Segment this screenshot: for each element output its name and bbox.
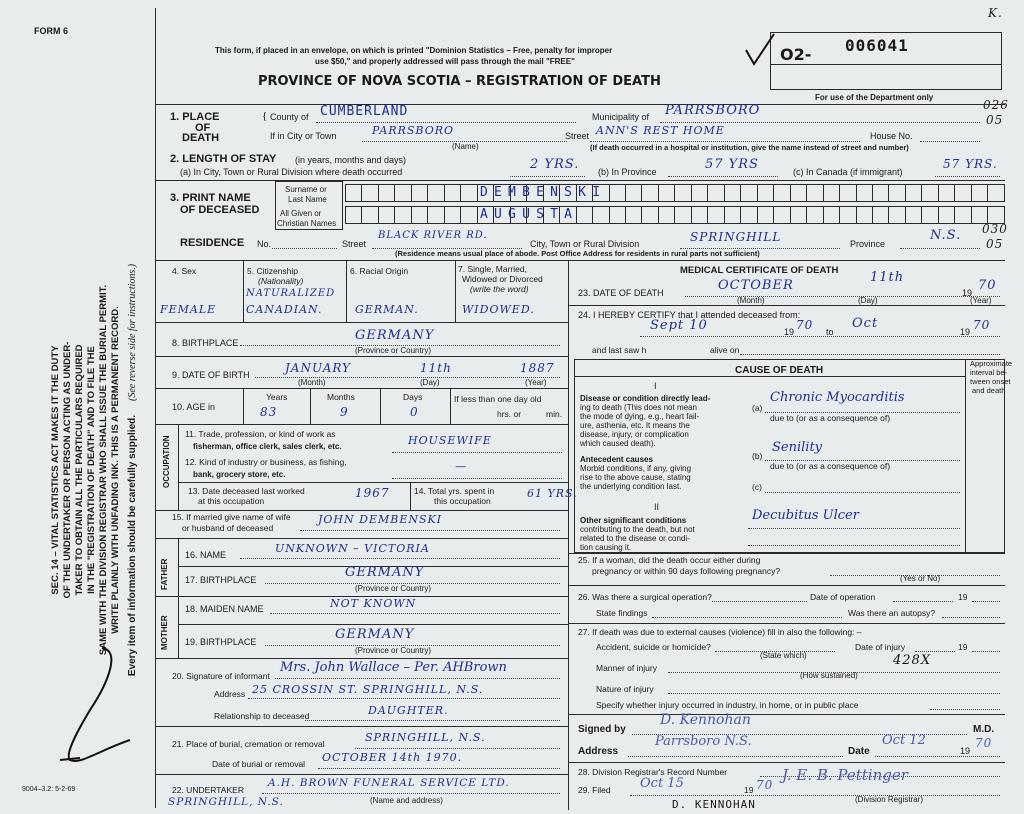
race-label: 6. Racial Origin (350, 266, 409, 276)
maiden-name-value: NOT KNOWN (330, 597, 417, 610)
hospital-note: (If death occurred in a hospital or institution, give the name instead of street and number) (590, 143, 909, 152)
sidebar-careful: Every item of information should be carefully supplied. (127, 414, 138, 677)
father-birthplace-label: 17. BIRTHPLACE (185, 575, 257, 585)
medical-title: MEDICAL CERTIFICATE OF DEATH (680, 265, 839, 276)
attend-label: 24. I HEREBY CERTIFY that I attended deceased from: (578, 310, 801, 320)
days-label: Days (403, 392, 423, 402)
marital-label-2: Widowed or Divorced (462, 274, 543, 284)
record-number-label: 28. Division Registrar's Record Number (578, 767, 728, 777)
father-name-value: UNKNOWN – VICTORIA (275, 542, 430, 555)
dept-use-label: For use of the Department only (815, 93, 934, 102)
house-label: House No. (870, 131, 913, 141)
attend-from: Sept 10 (650, 318, 708, 333)
informant-address-label: Address (214, 689, 246, 699)
doctor-name-stamp: D. KENNOHAN (672, 798, 756, 811)
sidebar-line: IN THE "REGISTRATION OF DEATH" AND TO FILE THE (86, 346, 97, 594)
interval-label-2: interval be- (970, 368, 1008, 377)
father-birthplace-value: GERMANY (345, 565, 425, 580)
disease-label-6: which caused death). (580, 439, 656, 448)
marital-value: WIDOWED. (462, 303, 535, 316)
year-19: 19 (784, 327, 795, 337)
stay-a-label: (a) In City, Town or Rural Division where death occurred (180, 167, 403, 177)
surname-grid (345, 184, 1005, 202)
stay-b-label: (b) In Province (598, 167, 657, 177)
trade-label-2: fisherman, office clerk, sales clerk, etc. (193, 442, 342, 451)
given-label-2: Christian Names (277, 219, 337, 228)
burial-place-value: SPRINGHILL, N.S. (365, 731, 486, 744)
stay-c-label: (c) In Canada (if immigrant) (793, 167, 903, 177)
burial-date-value: OCTOBER 14th 1970. (322, 751, 463, 764)
place-label: 1. PLACE (170, 111, 220, 123)
stay-b-value: 57 YRS (705, 157, 759, 172)
min-label: min. (546, 409, 563, 419)
cause-b-value: Senility (772, 440, 823, 455)
city-label: If in City or Town (270, 131, 337, 141)
disease-label-2: ing to death (This does not mean (580, 403, 697, 412)
findings-label: State findings (596, 608, 648, 618)
burial-place-label: 21. Place of burial, cremation or removal (172, 739, 325, 749)
registrar-signature: J. E. B. Pettinger (782, 766, 908, 784)
month-hint: (Month) (298, 378, 326, 387)
cause-title: CAUSE OF DEATH (735, 365, 824, 376)
antecedent-label-3: rise to the above cause, stating (580, 473, 691, 482)
year-19: 19 (958, 592, 968, 602)
mailing-note-2: use $50," and properly addressed will pass through the mail "FREE" (315, 57, 575, 66)
c-mark: (c) (752, 482, 762, 492)
given-grid (345, 206, 1005, 224)
antecedent-label: Antecedent causes (580, 455, 653, 464)
residence-city-label: City, Town or Rural Division (530, 239, 640, 249)
name-address-hint: (Name and address) (370, 796, 443, 805)
b-mark: (b) (752, 451, 763, 461)
months-label: Months (327, 392, 355, 402)
antecedent-label-2: Morbid conditions, if any, giving (580, 464, 692, 473)
total-yrs-label: 14. Total yrs. spent in (414, 486, 495, 496)
reg-prefix: O2- (780, 45, 812, 64)
form-number: FORM 6 (34, 26, 69, 36)
attend-from-year: 70 (796, 318, 814, 332)
spouse-label-2: or husband of deceased (182, 523, 274, 533)
birthplace-label: 8. BIRTHPLACE (172, 338, 239, 348)
prov-country-hint: (Province or Country) (355, 584, 432, 593)
form-code: 9004–3.2: 5-2-69 (22, 786, 76, 793)
prov-country-hint: (Province or Country) (355, 346, 432, 355)
burial-date-label: Date of burial or removal (212, 759, 306, 769)
yes-no-hint: (Yes or No) (900, 574, 941, 583)
trade-value: HOUSEWIFE (408, 434, 492, 447)
street-value: ANN'S REST HOME (596, 124, 725, 137)
to-label: to (826, 327, 834, 337)
op-date-label: Date of operation (810, 592, 876, 602)
attend-to-year: 70 (973, 318, 991, 332)
race-value: GERMAN. (355, 303, 419, 316)
autopsy-label: Was there an autopsy? (848, 608, 936, 618)
undertaker-city: SPRINGHILL, N.S. (168, 796, 284, 808)
disease-label-4: ure, asthenia, etc. It means the (580, 421, 690, 430)
other-conditions-value: Decubitus Ulcer (752, 508, 859, 523)
filed-value: Oct 15 (640, 776, 684, 791)
part-one: I (654, 381, 657, 391)
maiden-name-label: 18. MAIDEN NAME (185, 604, 264, 614)
print-name-label-2: OF DECEASED (180, 204, 260, 216)
surname-value: DEMBENSKI (480, 185, 607, 200)
stay-sub: (in years, months and days) (295, 155, 407, 165)
mother-birthplace-label: 19. BIRTHPLACE (185, 637, 257, 647)
informant-signature: Mrs. John Wallace – Per. AHBrown (280, 660, 507, 675)
residence-note: (Residence means usual place of abode. Post Office Address for residents in rural parts not sufficient) (395, 249, 760, 258)
county-value: CUMBERLAND (320, 104, 409, 119)
total-yrs-label-2: this occupation (434, 496, 491, 506)
day-hint: (Day) (420, 378, 440, 387)
pregnancy-label: 25. If a woman, did the death occur either during (578, 555, 761, 565)
occupation-side-label: OCCUPATION (162, 435, 171, 488)
cert-date-value: Oct 12 (882, 733, 926, 748)
name-hint: (Name) (452, 142, 479, 151)
relationship-label: Relationship to deceased (214, 711, 310, 721)
dept-code: 030 (982, 222, 1008, 236)
dod-year: 70 (978, 278, 997, 293)
last-worked-label: 13. Date deceased last worked (188, 486, 305, 496)
state-which-hint: (State which) (760, 651, 807, 660)
accident-label: Accident, suicide or homicide? (596, 642, 711, 652)
citizenship-value-2: CANADIAN. (246, 303, 323, 316)
mother-birthplace-value: GERMANY (335, 627, 415, 642)
birthplace-value: GERMANY (355, 328, 435, 343)
marital-label-3: (write the word) (470, 284, 529, 294)
sidebar-line: SEC. 14 – VITAL STATISTICS ACT MAKES IT THE DUTY (50, 345, 61, 595)
mailing-note: This form, if placed in an envelope, on which is printed "Dominion Statistics – Free, penalty for improper (215, 46, 613, 55)
industry-label: 12. Kind of industry or business, as fishing, (185, 457, 347, 467)
residence-province: N.S. (930, 228, 962, 243)
dod-year-prefix: 19 (962, 288, 973, 298)
manner-label: Manner of injury (596, 663, 657, 673)
father-side-label: FATHER (160, 558, 169, 590)
age-years: 83 (260, 405, 278, 419)
less-than-day-label: If less than one day old (454, 394, 542, 404)
citizenship-sub: (Nationality) (258, 276, 304, 286)
prov-country-hint: (Province or Country) (355, 646, 432, 655)
dob-month: JANUARY (285, 361, 351, 375)
check-mark (740, 30, 780, 70)
undertaker-label: 22. UNDERTAKER (172, 785, 244, 795)
trade-label: 11. Trade, profession, or kind of work as (185, 429, 336, 439)
year-19: 19 (960, 746, 971, 756)
industry-value: — (455, 460, 467, 473)
antecedent-label-4: the underlying condition last. (580, 482, 682, 491)
residence-no-label: No. (257, 239, 272, 249)
signed-by-label: Signed by (578, 724, 626, 735)
surname-label: Surname or (285, 185, 327, 194)
dod-label: 23. DATE OF DEATH (578, 288, 664, 298)
external-causes-label: 27. If death was due to external causes (violence) fill in also the following: – (578, 627, 862, 637)
year-19: 19 (744, 785, 754, 795)
cert-date-label: Date (848, 746, 870, 757)
spouse-value: JOHN DEMBENSKI (318, 513, 443, 526)
year-hint: (Year) (970, 296, 992, 305)
years-label: Years (266, 392, 288, 402)
surgery-label: 26. Was there a surgical operation? (578, 592, 712, 602)
street-label: Street (565, 131, 590, 141)
part-two: II (654, 502, 660, 512)
other-conditions-label-3: related to the disease or condi- (580, 534, 690, 543)
citizenship-value: NATURALIZED (246, 288, 336, 299)
hrs-label: hrs. or (497, 409, 522, 419)
dept-code: 05 (986, 113, 1004, 127)
filed-year: 70 (756, 778, 774, 792)
stay-c-value: 57 YRS. (943, 157, 998, 171)
county-label: County of (270, 112, 309, 122)
dept-code: 026 (983, 98, 1009, 112)
dod-month: OCTOBER (718, 278, 794, 293)
given-label: All Given or (280, 209, 322, 218)
filed-label: 29. Filed (578, 785, 611, 795)
dob-label: 9. DATE OF BIRTH (172, 370, 250, 380)
residence-label: RESIDENCE (180, 237, 245, 249)
sidebar-reverse: (See reverse side for instructions.) (127, 263, 138, 401)
sidebar-line: WRITE PLAINLY WITH UNFADING INK. THIS IS A PERMANENT RECORD. (110, 306, 121, 634)
page-title: PROVINCE OF NOVA SCOTIA – REGISTRATION OF DEATH (258, 74, 661, 89)
dob-day: 11th (420, 361, 452, 375)
interval-label-4: and death (972, 386, 1006, 395)
a-mark: (a) (752, 403, 763, 413)
age-label: 10. AGE in (172, 402, 216, 412)
sex-value: FEMALE (160, 303, 217, 316)
total-yrs-value: 61 YRS. (527, 487, 578, 500)
stay-a-value: 2 YRS. (530, 157, 580, 172)
injury-date-label: Date of injury (855, 642, 906, 652)
place-label-3: DEATH (182, 132, 220, 144)
age-days: 0 (410, 405, 419, 419)
due-to-label: due to (or as a consequence of) (770, 461, 891, 471)
cert-date-year: 70 (975, 736, 993, 750)
alive-on-label: alive on (710, 345, 740, 355)
other-conditions-label-2: contributing to the death, but not (580, 525, 695, 534)
given-value: AUGUSTA (480, 207, 579, 222)
injury-code: 428X (893, 653, 932, 668)
specify-label: Specify whether injury occurred in industry, in home, or in public place (596, 700, 859, 710)
place-label-2: OF (195, 122, 211, 134)
md-label: M.D. (973, 724, 995, 735)
informant-address: 25 CROSSIN ST. SPRINGHILL, N.S. (252, 683, 484, 696)
pregnancy-label-2: pregnancy or within 90 days following pregnancy? (592, 566, 781, 576)
municipality-label: Municipality of (592, 112, 650, 122)
other-conditions-label-4: tion causing it. (580, 543, 632, 552)
print-name-label: 3. PRINT NAME (170, 192, 251, 204)
attend-to: Oct (852, 316, 879, 331)
sex-label: 4. Sex (172, 266, 197, 276)
dod-day: 11th (870, 270, 905, 285)
cert-address-value: Parrsboro N.S. (655, 734, 752, 749)
disease-label: Disease or condition directly lead- (580, 394, 711, 403)
signed-by-value: D. Kennohan (660, 712, 751, 728)
how-sustained-hint: (How sustained) (800, 671, 858, 680)
undertaker-value: A.H. BROWN FUNERAL SERVICE LTD. (268, 777, 510, 789)
disease-label-5: disease, injury, or complication (580, 430, 689, 439)
informant-label: 20. Signature of informant (172, 671, 270, 681)
residence-province-label: Province (850, 239, 886, 249)
last-worked-value: 1967 (355, 486, 390, 500)
year-hint: (Year) (525, 378, 547, 387)
marital-label: 7. Single, Married, (458, 264, 527, 274)
mother-side-label: MOTHER (160, 615, 169, 650)
due-to-label: due to (or as a consequence of) (770, 413, 891, 423)
reg-number: 006041 (845, 36, 909, 55)
stay-label: 2. LENGTH OF STAY (170, 153, 277, 165)
industry-label-2: bank, grocery store, etc. (193, 470, 286, 479)
cert-address-label: Address (578, 746, 619, 757)
city-value: PARRSBORO (372, 124, 455, 137)
sidebar-line: OF THE UNDERTAKER OR PERSON ACTING AS UNDER- (62, 341, 73, 599)
citizenship-label: 5. Citizenship (247, 266, 299, 276)
cause-a-value: Chronic Myocarditis (770, 390, 905, 405)
residence-city: SPRINGHILL (690, 230, 782, 244)
spouse-label: 15. If married give name of wife (172, 512, 291, 522)
disease-label-3: the mode of dying, e.g., heart fail- (580, 412, 700, 421)
signature-flourish (40, 640, 140, 770)
dept-code: 05 (986, 237, 1004, 251)
day-hint: (Day) (858, 296, 878, 305)
municipality-value: PARRSBORO (665, 103, 761, 118)
age-months: 9 (340, 405, 349, 419)
last-saw-label: and last saw h (592, 345, 647, 355)
other-conditions-label: Other significant conditions (580, 516, 687, 525)
residence-street-label: Street (342, 239, 367, 249)
relationship-value: DAUGHTER. (368, 704, 449, 717)
residence-street: BLACK RIVER RD. (378, 230, 488, 241)
year-19: 19 (960, 327, 971, 337)
month-hint: (Month) (737, 296, 765, 305)
sidebar-line: TAKER TO OBTAIN ALL THE PARTICULARS REQUIRED (74, 344, 85, 596)
last-worked-label-2: at this occupation (198, 496, 265, 506)
nature-label: Nature of injury (596, 684, 654, 694)
surname-label-2: Last Name (288, 195, 327, 204)
year-19: 19 (958, 642, 968, 652)
corner-mark: K. (988, 6, 1003, 20)
father-name-label: 16. NAME (185, 550, 227, 560)
sidebar-line: SAME WITH THE DIVISION REGISTRAR WHO SHALL ISSUE THE BURIAL PERMIT. (98, 284, 109, 656)
dob-year: 1887 (520, 361, 555, 375)
division-registrar-hint: (Division Registrar) (855, 795, 924, 804)
interval-label-3: tween onset (970, 377, 1011, 386)
interval-label: Approximate (970, 359, 1013, 368)
